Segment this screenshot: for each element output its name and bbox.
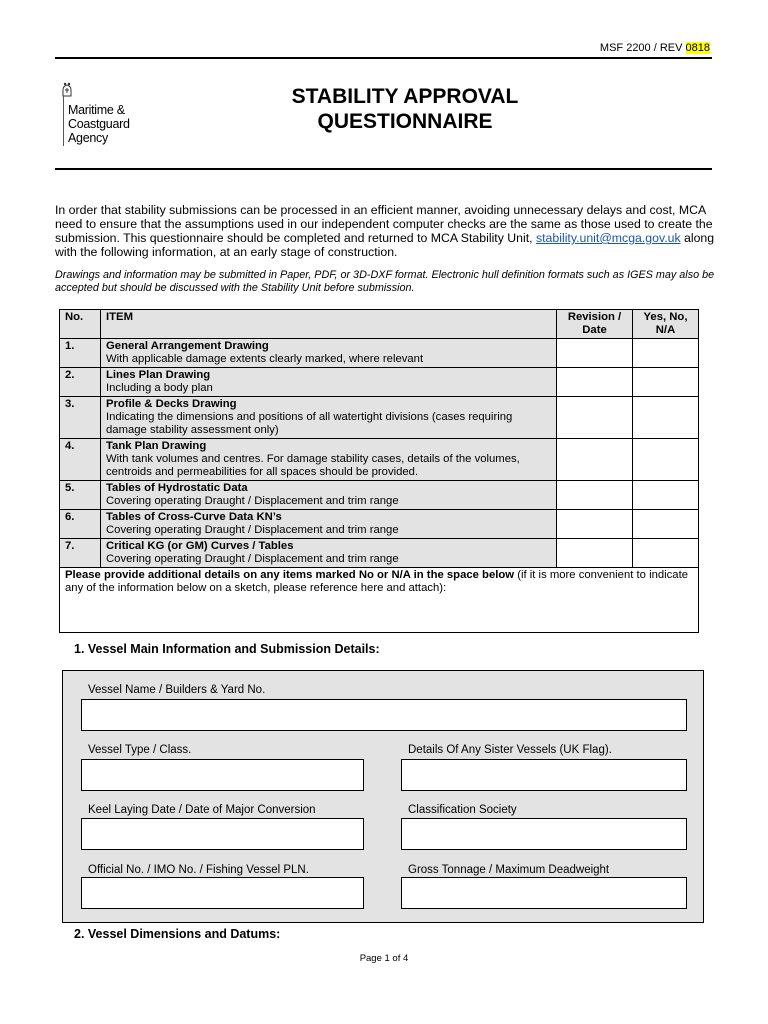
- title-line: STABILITY APPROVAL: [291, 85, 519, 108]
- row-description: Covering operating Draught / Displacement and trim range: [106, 495, 399, 507]
- revision-date-cell[interactable]: [557, 439, 633, 481]
- row-number: 2.: [60, 368, 101, 397]
- intro-text: In order that stability submissions can be processed in an efficient manner, avoiding unnecessary delays and cost, MCA need to ensure that the assumptions used in our independent computer checks are the same as those used to create the submission. This questionnaire should be completed and returned to MCA Stability Unit,: [55, 203, 713, 245]
- intro-paragraph: [55, 203, 715, 259]
- revision-date-cell[interactable]: [557, 397, 633, 439]
- header-yes-line: Yes, No,: [643, 311, 688, 323]
- vessel-name-field[interactable]: [81, 699, 687, 731]
- additional-details-cell[interactable]: [60, 568, 699, 633]
- table-row: [60, 339, 699, 368]
- keel-date-label: Keel Laying Date / Date of Major Conversion: [88, 804, 316, 816]
- row-item: [101, 339, 557, 368]
- class-society-label: Classification Society: [408, 804, 517, 816]
- header-revision-line: Revision /: [567, 311, 622, 323]
- table-row: [60, 539, 699, 568]
- form-reference: [600, 42, 710, 54]
- row-title: Tables of Cross-Curve Data KN’s: [106, 511, 282, 523]
- row-item: [101, 368, 557, 397]
- row-title: Profile & Decks Drawing: [106, 398, 237, 410]
- header-yes-no: [633, 310, 699, 339]
- row-title: General Arrangement Drawing: [106, 340, 269, 352]
- logo-line: Maritime &: [68, 103, 125, 117]
- vessel-type-field[interactable]: [81, 759, 364, 791]
- yes-no-cell[interactable]: [633, 397, 699, 439]
- row-description: Covering operating Draught / Displacement and trim range: [106, 524, 399, 536]
- official-no-field[interactable]: [81, 877, 364, 909]
- row-item: [101, 397, 557, 439]
- class-society-field[interactable]: [401, 818, 687, 850]
- form-ref-prefix: MSF 2200 / REV: [599, 42, 686, 54]
- header-item: ITEM: [101, 310, 557, 339]
- row-title: Critical KG (or GM) Curves / Tables: [106, 540, 294, 552]
- sister-vessels-field[interactable]: [401, 759, 687, 791]
- sister-vessels-label: Details Of Any Sister Vessels (UK Flag).: [408, 744, 612, 756]
- row-title: Tables of Hydrostatic Data: [106, 482, 248, 494]
- logo-text: [68, 103, 130, 145]
- row-description: With tank volumes and centres. For damage stability cases, details of the volumes, centroids and permeabilities for all spaces should be provided.: [106, 453, 520, 478]
- table-header-row: [60, 310, 699, 339]
- section-1-heading: 1. Vessel Main Information and Submission Details:: [74, 642, 380, 656]
- revision-date-cell[interactable]: [557, 481, 633, 510]
- row-item: [101, 439, 557, 481]
- page-number: Page 1 of 4: [359, 953, 409, 964]
- header-yes-line: N/A: [655, 324, 676, 336]
- yes-no-cell[interactable]: [633, 481, 699, 510]
- top-rule: [55, 57, 712, 59]
- header-rule: [55, 168, 712, 170]
- row-number: 3.: [60, 397, 101, 439]
- vessel-type-label: Vessel Type / Class.: [88, 744, 192, 756]
- title-line: QUESTIONNAIRE: [317, 110, 493, 133]
- vessel-info-form: [62, 670, 704, 923]
- additional-details-row: [60, 568, 699, 633]
- vessel-name-label: Vessel Name / Builders & Yard No.: [88, 684, 266, 696]
- row-number: 7.: [60, 539, 101, 568]
- intro-text: along with the following information, at an early stage of construction.: [55, 231, 715, 259]
- tonnage-label: Gross Tonnage / Maximum Deadweight: [408, 864, 610, 876]
- form-revision-highlight: 0818: [685, 42, 710, 54]
- row-description: With applicable damage extents clearly marked, where relevant: [106, 353, 424, 365]
- yes-no-cell[interactable]: [633, 439, 699, 481]
- revision-date-cell[interactable]: [557, 539, 633, 568]
- logo-line: Coastguard: [68, 117, 130, 131]
- official-no-label: Official No. / IMO No. / Fishing Vessel PLN.: [88, 864, 309, 876]
- submission-items-table: [59, 309, 699, 633]
- yes-no-cell[interactable]: [633, 368, 699, 397]
- email-link[interactable]: stability.unit@mcga.gov.uk: [535, 231, 681, 245]
- yes-no-cell[interactable]: [633, 539, 699, 568]
- revision-date-cell[interactable]: [557, 339, 633, 368]
- revision-date-cell[interactable]: [557, 368, 633, 397]
- logo-divider: [63, 96, 64, 146]
- additional-details-instruction: Please provide additional details on any items marked No or N/A in the space below: [65, 569, 515, 581]
- row-description: Indicating the dimensions and positions of all watertight divisions (cases requiring damage stability assessment only): [106, 411, 513, 436]
- header-no: No.: [60, 310, 101, 339]
- yes-no-cell[interactable]: [633, 510, 699, 539]
- row-item: [101, 481, 557, 510]
- row-number: 5.: [60, 481, 101, 510]
- yes-no-cell[interactable]: [633, 339, 699, 368]
- row-item: [101, 539, 557, 568]
- table-row: [60, 368, 699, 397]
- section-2-heading: 2. Vessel Dimensions and Datums:: [74, 927, 281, 941]
- row-title: Lines Plan Drawing: [106, 369, 211, 381]
- table-row: [60, 481, 699, 510]
- table-row: [60, 510, 699, 539]
- header-revision: [557, 310, 633, 339]
- format-note: Drawings and information may be submitted in Paper, PDF, or 3D-DXF format. Electronic hull definition formats such as IGES may also be accepted but should be discussed with the Stability Unit before submission.: [55, 269, 715, 294]
- logo-line: Agency: [68, 131, 108, 145]
- keel-date-field[interactable]: [81, 818, 364, 850]
- revision-date-cell[interactable]: [557, 510, 633, 539]
- table-row: [60, 397, 699, 439]
- mca-logo: [60, 82, 150, 147]
- row-description: Including a body plan: [106, 382, 213, 394]
- row-number: 4.: [60, 439, 101, 481]
- additional-details-note: (if it is more convenient to indicate any of the information below on a sketch, please reference here and attach):: [65, 569, 689, 594]
- header-revision-line: Date: [582, 324, 607, 336]
- row-number: 1.: [60, 339, 101, 368]
- row-title: Tank Plan Drawing: [106, 440, 207, 452]
- row-item: [101, 510, 557, 539]
- table-row: [60, 439, 699, 481]
- tonnage-field[interactable]: [401, 877, 687, 909]
- page-title: [205, 84, 605, 134]
- row-number: 6.: [60, 510, 101, 539]
- row-description: Covering operating Draught / Displacement and trim range: [106, 553, 399, 565]
